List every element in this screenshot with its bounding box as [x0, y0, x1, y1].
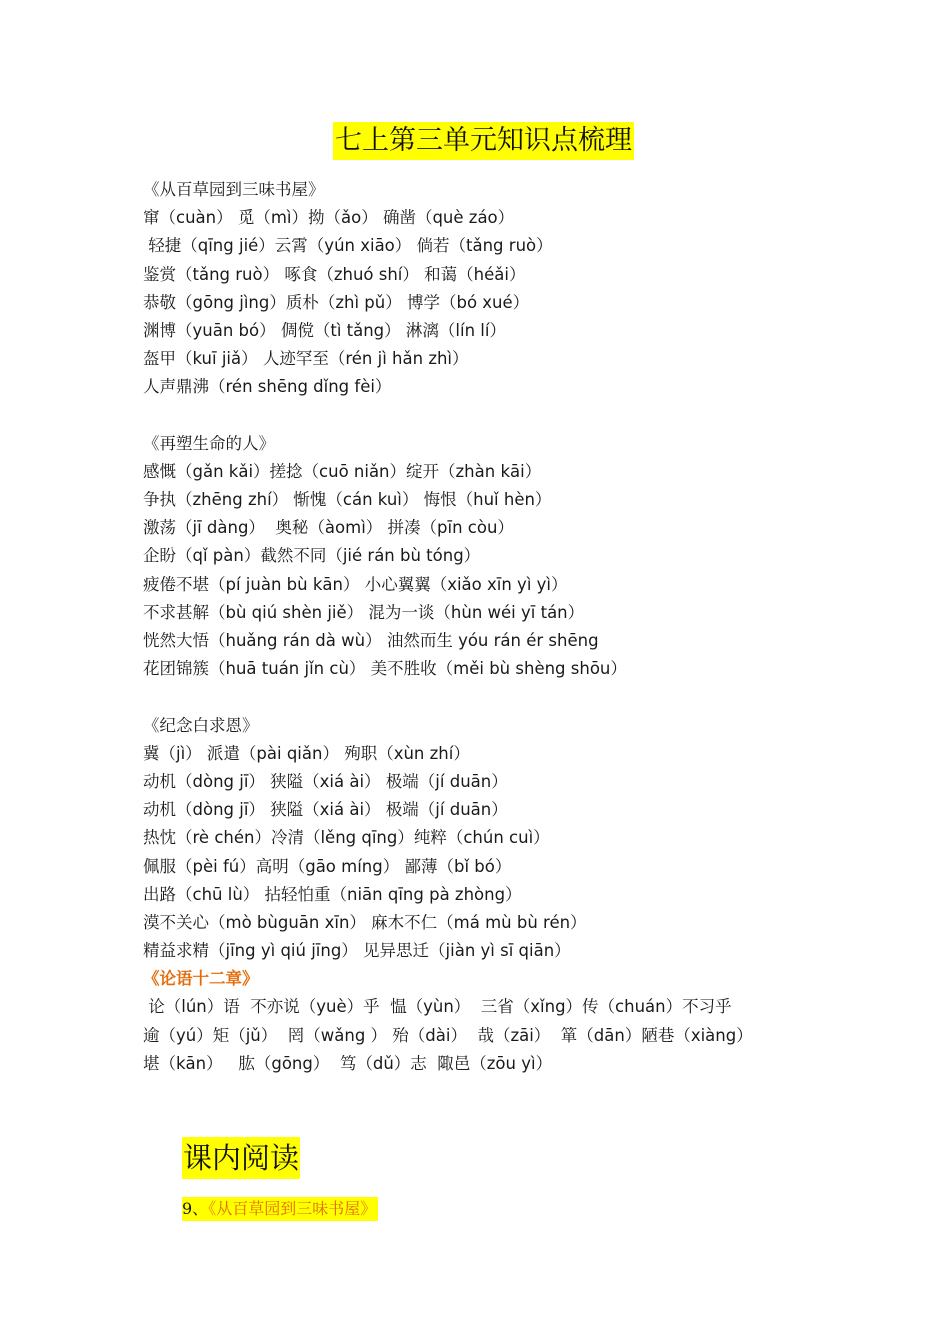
text-line: 漠不关心（mò bùguān xīn） 麻木不仁（má mù bù rén） [143, 912, 587, 932]
text-line: 《再塑生命的人》 [143, 433, 275, 453]
text-line: 佩服（pèi fú）高明（gāo míng） 鄙薄（bǐ bó） [143, 856, 512, 876]
text-line: 争执（zhēng zhí） 惭愧（cán kuì） 悔恨（huǐ hèn） [143, 490, 552, 510]
text-line: 堪（kān） 肱（gōng） 笃（dǔ）志 陬邑（zōu yì） [143, 1053, 553, 1073]
text-line: 鉴赏（tǎng ruò） 啄食（zhuó shí） 和蔼（héǎi） [143, 264, 526, 284]
section-heading: 课内阅读 [182, 1137, 300, 1179]
page-title: 七上第三单元知识点梳理 [333, 122, 634, 160]
text-line: 出路（chū lù） 拈轻怕重（niān qīng pà zhòng） [143, 884, 522, 904]
sub-heading-number: 9、 [182, 1199, 209, 1218]
text-line: 不求甚解（bù qiú shèn jiě） 混为一谈（hùn wéi yī tán） [143, 602, 585, 622]
text-line: 动机（dòng jī） 狭隘（xiá ài） 极端（jí duān） [143, 771, 508, 791]
text-line: 轻捷（qīng jié）云霄（yún xiāo） 倘若（tǎng ruò） [143, 236, 553, 256]
text-line: 激荡（jī dàng） 奥秘（àomì） 拼凑（pīn còu） [143, 518, 514, 538]
sub-heading [182, 1197, 378, 1221]
text-line: 企盼（qǐ pàn）截然不同（jié rán bù tóng） [143, 546, 481, 566]
text-line: 恍然大悟（huǎng rán dà wù） 油然而生 yóu rán ér shēng [143, 631, 599, 650]
text-line: 冀（jì） 派遣（pài qiǎn） 殉职（xùn zhí） [143, 743, 470, 763]
blank-line [143, 402, 903, 430]
blank-line [143, 683, 903, 711]
text-line: 感慨（gǎn kǎi）搓捻（cuō niǎn）绽开（zhàn kāi） [143, 461, 542, 481]
text-line: 论（lún）语 不亦说（yuè）乎 愠（yùn） 三省（xǐng）传（chuán）不习乎 [143, 997, 732, 1017]
text-line: 花团锦簇（huā tuán jǐn cù） 美不胜收（měi bù shèng shōu） [143, 659, 627, 679]
sub-heading-title: 《从百草园到三味书屋》 [208, 1199, 377, 1218]
text-line: 恭敬（gōng jìng）质朴（zhì pǔ） 博学（bó xué） [143, 292, 530, 312]
text-line: 热忱（rè chén）冷清（lěng qīng）纯粹（chún cuì） [143, 828, 550, 848]
text-line: 人声鼎沸（rén shēng dǐng fèi） [143, 377, 392, 397]
text-line: 精益求精（jīng yì qiú jīng） 见异思迁（jiàn yì sī qiān） [143, 941, 571, 961]
text-line: 《从百草园到三味书屋》 [143, 180, 325, 199]
text-line: 逾（yú）矩（jǔ） 罔（wǎng ） 殆（dài） 哉（zāi） 箪（dān）陋巷（xiàng） [143, 1025, 753, 1045]
text-line: 动机（dòng jī） 狭隘（xiá ài） 极端（jí duān） [143, 800, 508, 820]
vocabulary-list [143, 176, 903, 1078]
text-line: 窜（cuàn） 觅（mì）拗（ǎo） 确凿（què záo） [143, 208, 515, 228]
text-line: 渊博（yuān bó） 倜傥（tì tǎng） 淋漓（lín lí） [143, 320, 506, 340]
text-line: 《纪念白求恩》 [143, 715, 259, 735]
text-line: 《论语十二章》 [143, 969, 259, 989]
text-line: 盔甲（kuī jiǎ） 人迹罕至（rén jì hǎn zhì） [143, 349, 469, 369]
text-line: 疲倦不堪（pí juàn bù kān） 小心翼翼（xiǎo xīn yì yì） [143, 574, 568, 594]
